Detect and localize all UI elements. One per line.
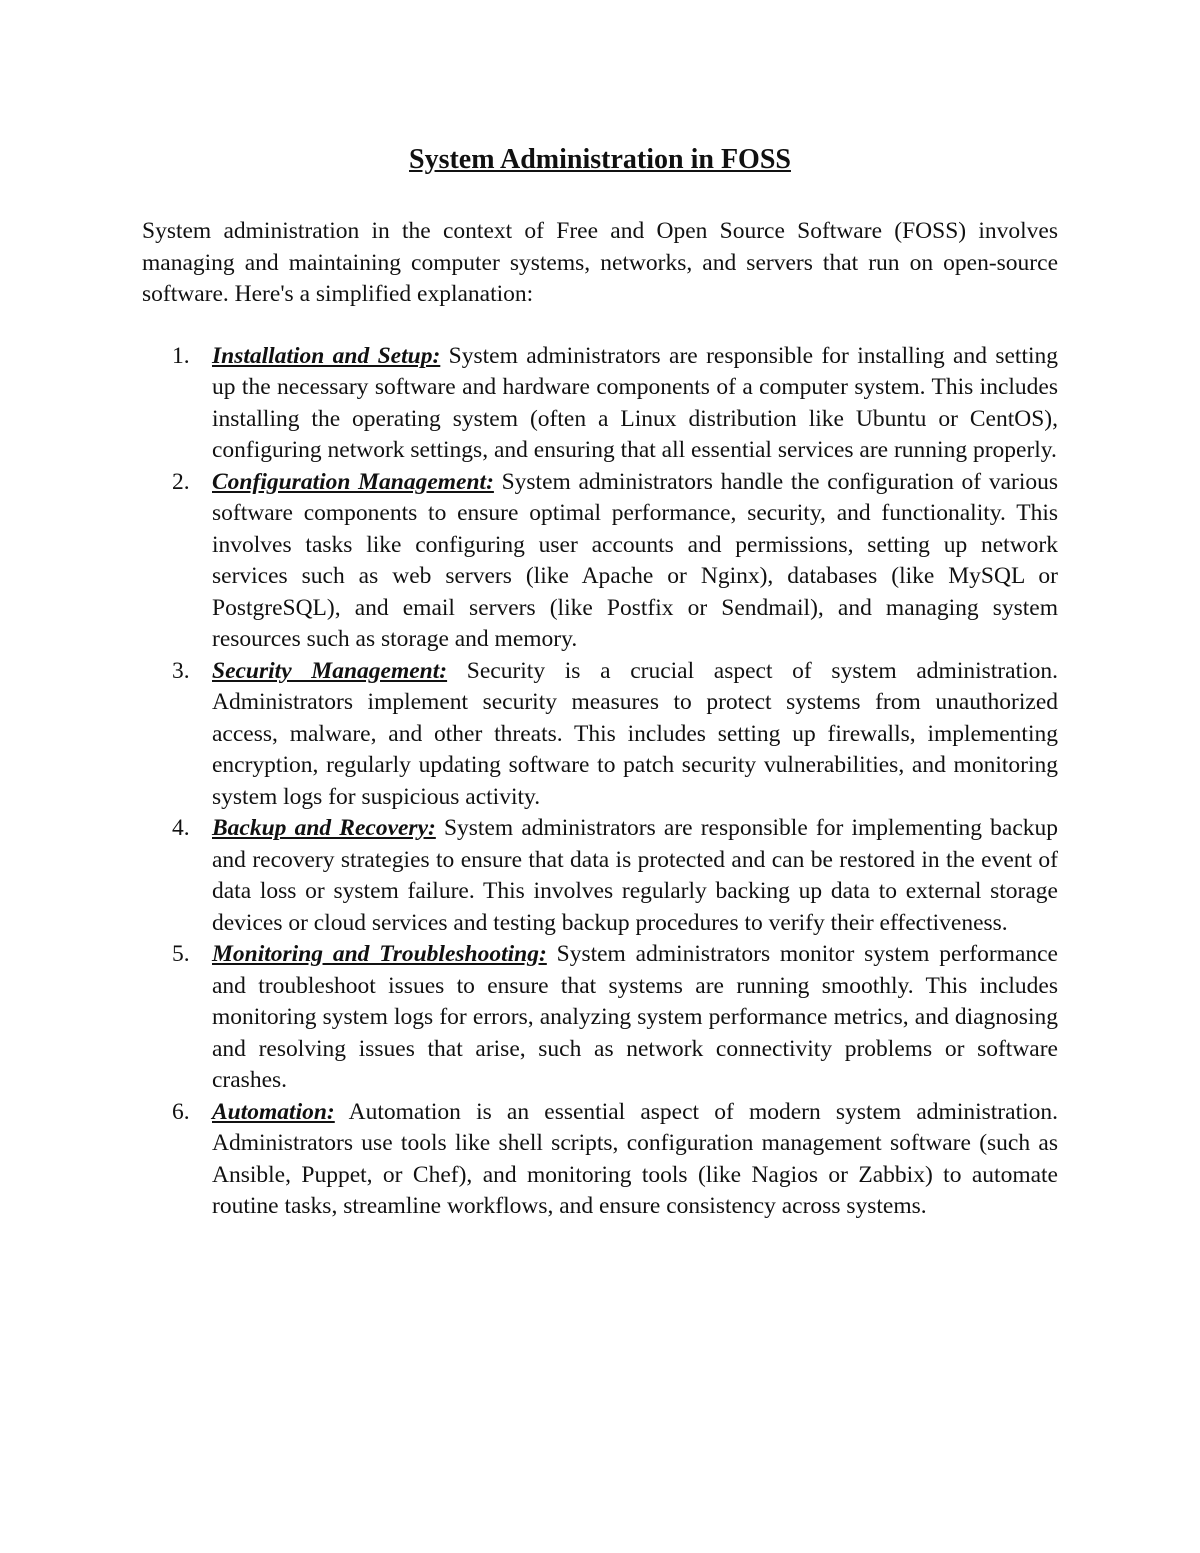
list-item-text: System administrators handle the configuration of various software components to ensure optimal performance, security, and functionality. This involves tasks like configuring user accounts and permissions, setting up network services such as web servers (like Apache or Nginx), databases (like MySQL or PostgreSQL), and email servers (like Postfix or Sendmail), and managing system resources such as storage and memory. <box>212 468 1058 652</box>
list-item-text: System administrators are responsible for implementing backup and recovery strategies to ensure that data is protected and can be restored in the event of data loss or system failure. This involves regularly backing up data to external storage devices or cloud services and testing backup procedures to verify their effectiveness. <box>212 815 1058 936</box>
list-item-number: 2. <box>172 468 190 495</box>
list-item-term: Backup and Recovery: <box>212 815 436 841</box>
list-item-text: Automation is an essential aspect of modern system administration. Administrators use tools like shell scripts, configuration management software (such as Ansible, Puppet, or Chef), and monitoring tools (like Nagios or Zabbix) to automate routine tasks, streamline workflows, and ensure consistency across systems. <box>212 1098 1058 1219</box>
document-page <box>142 140 1058 1223</box>
list-item-number: 5. <box>172 941 190 967</box>
list-item <box>142 341 1058 467</box>
list-item-number: 1. <box>172 342 190 369</box>
list-item-term: Configuration Management: <box>212 468 494 495</box>
list-item-term: Monitoring and Troubleshooting: <box>212 941 547 967</box>
list-item-text: System administrators monitor system performance and troubleshoot issues to ensure that systems are running smoothly. This includes monitoring system logs for errors, analyzing system performance metrics, and diagnosing and resolving issues that arise, such as network connectivity problems or software crashes. <box>212 941 1058 1093</box>
list-item-number: 4. <box>172 815 190 841</box>
list-item-number: 3. <box>172 657 190 684</box>
intro-paragraph: System administration in the context of Free and Open Source Software (FOSS) involves managing and maintaining computer systems, networks, and servers that run on open-source software. Here's a simplified explanation: <box>142 218 1058 307</box>
list-item <box>142 813 1058 939</box>
list-item <box>142 656 1058 814</box>
numbered-list <box>142 341 1058 1223</box>
list-item-term: Security Management: <box>212 657 448 684</box>
list-item <box>142 939 1058 1097</box>
list-item-number: 6. <box>172 1098 190 1125</box>
list-item <box>142 467 1058 656</box>
list-item-text: System administrators are responsible for installing and setting up the necessary software and hardware components of a computer system. This includes installing the operating system (often a Linux distribution like Ubuntu or CentOS), configuring network settings, and ensuring that all essential services are running properly. <box>212 342 1058 463</box>
list-item-term: Installation and Setup: <box>212 342 441 369</box>
list-item-term: Automation: <box>212 1098 335 1125</box>
list-item <box>142 1097 1058 1223</box>
document-title: System Administration in FOSS <box>409 144 791 175</box>
list-item-text: Security is a crucial aspect of system administration. Administrators implement security measures to protect systems from unauthorized access, malware, and other threats. This includes setting up firewalls, implementing encryption, regularly updating software to patch security vulnerabilities, and monitoring system logs for suspicious activity. <box>212 657 1059 810</box>
